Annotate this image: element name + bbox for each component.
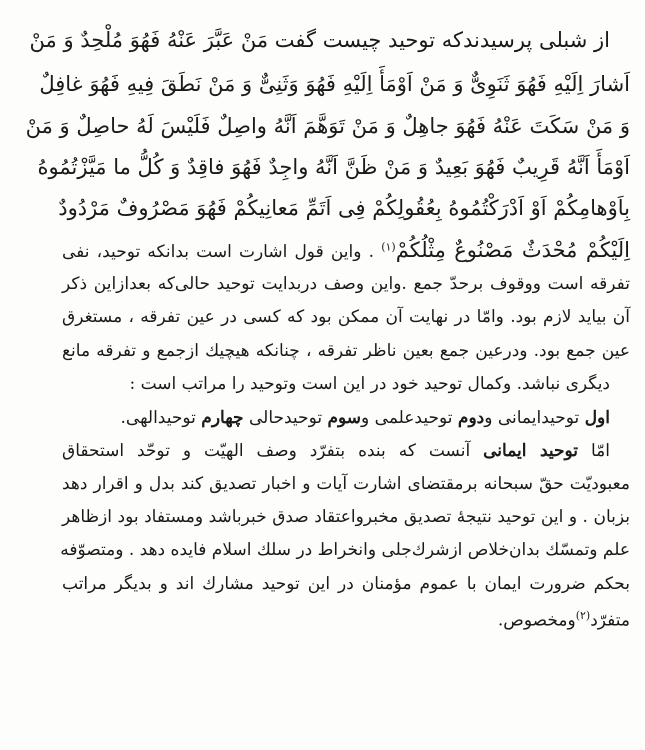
last-word-a: متفرّد [590,610,630,631]
arabic-quote-end: اِلَیْکُمْ مُحْدَثٌ مَصْنُوعٌ مِثْلُکُمْ [395,238,630,262]
degrees-line [62,410,610,427]
text-line-8: آن بیاید لازم بود. وامّا در نهایت آن ممکن بود که کسی در عین تفرقه ، مستغرق [62,307,630,327]
text-line-4: اَوْمَأَ اَنَّهُ قَرِیبٌ فَهُوَ بَعِیدٌ وَ مَنْ ظَنَّ اَنَّهُ واجِدٌ فَهُوَ فاقِدٌ وَ کُلُّ ما مَیَّزْتُمُوهُ [37,155,630,179]
text-line-3: وَ مَنْ سَکَتَ عَنْهُ فَهُوَ جاهِلٌ وَ مَنْ تَوَهَّمَ اَنَّهُ واصِلٌ فَلَیْسَ لَهُ حاصِلٌ وَ مَنْ [25,114,630,138]
text-line-14: بزبان . و این توحید نتیجهٔ تصدیق مخبرواعتقاد صدق خبرباشد ومستفاد بود ازظاهر [62,507,630,527]
text-line-1: از شبلی پرسیدندکه توحید چیست گفت مَنْ عَبَّرَ عَنْهُ فَهُوَ مُلْحِدٌ وَ مَنْ [29,28,610,52]
iman-prefix: امّا [578,441,611,461]
degree-2: دوم [457,408,485,428]
text-line-13: معبودیّت حقّ سبحانه برمقتضای اشارت آیات و اخبار تصدیق کند بدل و اقرار دهد [62,474,630,494]
footnote-ref-2: (٢) [575,609,591,622]
text-line-17 [62,610,630,630]
iman-rest: آنست که بنده بتفرّد وصف الهیّت و توحّد استحقاق [62,441,484,461]
degree-1-text: توحیدایمانی و [484,408,585,428]
degree-1: اول [584,408,610,428]
text-line-6 [62,240,630,261]
degree-3-text: توحیدحالی [243,408,328,428]
degree-3: سوم [327,408,362,428]
degree-4: چهارم [201,408,244,428]
text-line-9: عین جمع بود. ودرعین جمع بعین ناظر تفرقه ، چنانکه هیچیك ازجمع و تفرقه مانع [62,341,630,361]
text-line-5: بِاَوْهامِکُمْ اَوْ اَدْرَکْتُمُوهُ بِعُقُولِکُمْ فِی اَتَمِّ مَعانِیکُمْ فَهُوَ مَصْرُوفٌ مَرْدُودٌ [58,196,630,220]
line-6-tail: . واین قول اشارت است بدانکه توحید، نفی [62,242,375,262]
degree-4-text: توحیدالهی. [120,408,202,428]
text-line-15: علم وتمسّك بدان‌خلاص ازشرك‌جلی وانخراط در سلك اسلام فایده دهد . ومتصوّفه [60,540,630,560]
footnote-ref-1: (١) [381,240,396,254]
text-line-16: بحکم ضرورت ایمان با عموم مؤمنان در این توحید مشارك اند و بدیگر مراتب [62,574,630,594]
iman-heading: توحید ایمانی [483,441,579,461]
text-line-7: تفرقه است ووقوف برحدّ جمع .واین وصف دربدایت توحید حالی‌که بعدازاین ذکر [62,274,630,294]
text-line-2: اَشارَ اِلَیْهِ فَهُوَ ثَنَوِیٌّ وَ مَنْ اَوْمَأَ اِلَیْهِ فَهُوَ وَثَنِیٌّ وَ مَنْ نَطَقَ فِیهِ فَهُوَ غافِلٌ [39,72,630,96]
last-word-b: ومخصوص. [497,610,576,631]
degree-2-text: توحیدعلمی و [361,408,458,428]
iman-line [62,443,610,460]
text-line-10: دیگری نباشد. وکمال توحید خود در این است وتوحید را مراتب است : [129,374,610,394]
